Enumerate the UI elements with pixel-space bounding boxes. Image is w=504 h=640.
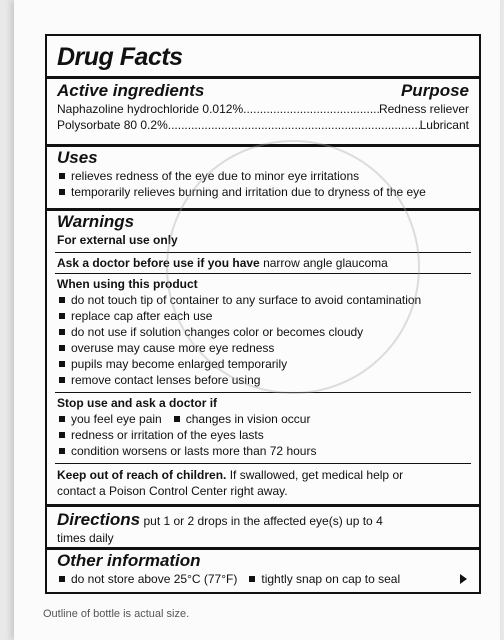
list-item: pupils may become enlarged temporarily	[57, 356, 469, 372]
ingredient-purpose: Lubricant	[419, 118, 469, 132]
ingredient-row	[57, 101, 469, 117]
directions-divider	[47, 547, 479, 550]
uses-divider	[47, 208, 479, 211]
bullet-icon	[59, 329, 65, 335]
other-information-heading: Other information	[57, 551, 201, 570]
uses-section	[47, 148, 479, 200]
directions-section	[47, 510, 479, 546]
warnings-heading: Warnings	[57, 212, 135, 231]
bullet-icon	[59, 173, 65, 179]
page-title: Drug Facts	[57, 43, 183, 71]
footer-note: Outline of bottle is actual size.	[43, 608, 190, 620]
active-ingredients-heading: Active ingredients	[57, 81, 205, 100]
warnings-rule	[55, 463, 471, 464]
children-warning-text-2: contact a Poison Control Center right away.	[57, 484, 288, 498]
leader-dots	[243, 101, 379, 117]
stop-use-heading: Stop use and ask a doctor if	[57, 396, 218, 410]
warnings-divider	[47, 504, 479, 507]
bullet-icon	[59, 377, 65, 383]
ask-doctor-text: narrow angle glaucoma	[259, 256, 388, 270]
continue-arrow-icon	[460, 574, 467, 584]
uses-heading: Uses	[57, 148, 98, 167]
when-using-heading: When using this product	[57, 277, 198, 291]
active-ingredients-section	[47, 81, 479, 133]
external-use-note: For external use only	[57, 233, 178, 247]
carton	[14, 0, 500, 640]
list-item: do not use if solution changes color or becomes cloudy	[57, 324, 469, 340]
ingredient-name: Naphazoline hydrochloride 0.012%	[57, 102, 244, 116]
bullet-icon	[59, 189, 65, 195]
title-divider	[47, 76, 479, 79]
ingredient-row	[57, 117, 469, 133]
list-item: do not touch tip of container to any surface to avoid contamination	[57, 292, 469, 308]
bullet-icon	[174, 416, 180, 422]
directions-heading: Directions	[57, 510, 141, 529]
ask-doctor-label: Ask a doctor before use if you have	[57, 256, 260, 270]
list-item: replace cap after each use	[57, 308, 469, 324]
warnings-rule	[55, 392, 471, 393]
directions-text: put 1 or 2 drops in the affected eye(s) up to 4	[140, 514, 383, 528]
list-item: you feel eye pain changes in vision occur	[57, 411, 469, 427]
ask-doctor-section	[47, 255, 479, 271]
warnings-section	[47, 212, 479, 248]
list-item: overuse may cause more eye redness	[57, 340, 469, 356]
list-item: temporarily relieves burning and irritation due to dryness of the eye	[57, 184, 469, 200]
list-item: redness or irritation of the eyes lasts	[57, 427, 469, 443]
list-item: condition worsens or lasts more than 72 hours	[57, 443, 469, 459]
ingredient-name: Polysorbate 80 0.2%	[57, 118, 168, 132]
list-item: relieves redness of the eye due to minor eye irritations	[57, 168, 469, 184]
children-warning-text: If swallowed, get medical help or	[226, 468, 404, 482]
list-item: remove contact lenses before using	[57, 372, 469, 388]
bullet-icon	[59, 576, 65, 582]
purpose-heading: Purpose	[400, 81, 469, 100]
bullet-icon	[249, 576, 255, 582]
active-divider	[47, 144, 479, 147]
drug-facts-panel	[45, 34, 481, 594]
bullet-icon	[59, 361, 65, 367]
directions-text-2: times daily	[57, 531, 114, 545]
other-information-section	[47, 551, 479, 587]
bullet-icon	[59, 448, 65, 454]
bullet-icon	[59, 432, 65, 438]
ingredient-purpose: Redness reliever	[378, 102, 469, 116]
warnings-rule	[55, 273, 471, 274]
keep-out-section	[47, 467, 479, 499]
bullet-icon	[59, 416, 65, 422]
when-using-section	[47, 276, 479, 388]
bullet-icon	[59, 313, 65, 319]
bullet-icon	[59, 345, 65, 351]
list-item: do not store above 25°C (77°F) tightly snap on cap to seal	[57, 571, 469, 587]
children-warning-label: Keep out of reach of children.	[57, 468, 227, 482]
warnings-rule	[55, 252, 471, 253]
drug-facts-title-block	[47, 44, 479, 70]
stop-use-section	[47, 395, 479, 459]
bullet-icon	[59, 297, 65, 303]
leader-dots	[168, 117, 420, 133]
